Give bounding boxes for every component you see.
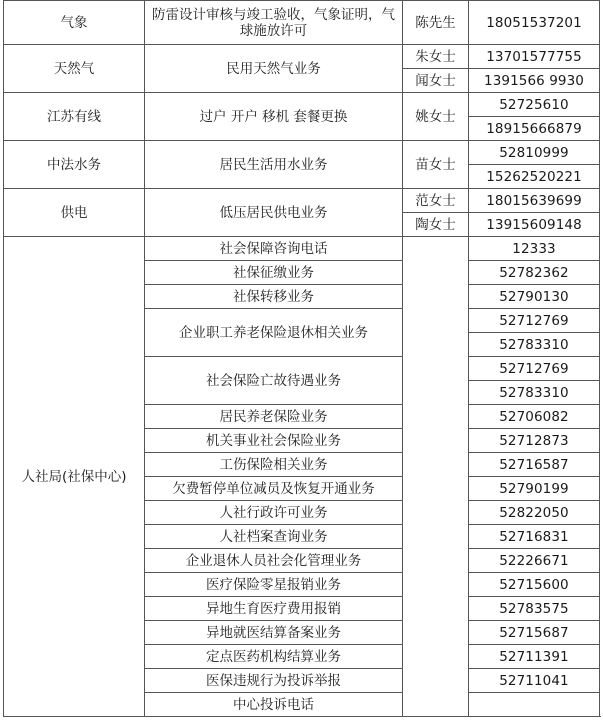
phone-cell: 52782362: [469, 261, 600, 285]
service-cell: 民用天然气业务: [145, 45, 403, 93]
phone-cell: 18915666879: [469, 117, 600, 141]
contact-table-body: [4, 1, 600, 717]
phone-cell: 18015639699: [469, 189, 600, 213]
phone-cell: 12333: [469, 237, 600, 261]
contact-person-cell: 苗女士: [403, 141, 469, 189]
department-cell: 中法水务: [4, 141, 145, 189]
service-cell: 人社行政许可业务: [145, 501, 403, 525]
phone-cell: 52783575: [469, 597, 600, 621]
phone-cell: 52711391: [469, 645, 600, 669]
service-cell: 人社档案查询业务: [145, 525, 403, 549]
phone-cell: 52716587: [469, 453, 600, 477]
department-cell: 江苏有线: [4, 93, 145, 141]
service-cell: 企业职工养老保险退休相关业务: [145, 309, 403, 357]
service-cell: 医保违规行为投诉举报: [145, 669, 403, 693]
phone-cell: 13915609148: [469, 213, 600, 237]
phone-cell: 52790130: [469, 285, 600, 309]
phone-cell: 52226671: [469, 549, 600, 573]
phone-cell: 52712873: [469, 429, 600, 453]
phone-cell: 52711041: [469, 669, 600, 693]
table-row: [4, 141, 600, 165]
service-cell: 工伤保险相关业务: [145, 453, 403, 477]
department-cell: 中心投诉电话: [145, 693, 403, 717]
service-cell: 社会保险亡故待遇业务: [145, 357, 403, 405]
phone-cell: 52822050: [469, 501, 600, 525]
phone-cell: 52810999: [469, 141, 600, 165]
table-row: [4, 45, 600, 69]
phone-cell: 52725610: [469, 93, 600, 117]
service-cell: 异地就医结算备案业务: [145, 621, 403, 645]
phone-cell: 52715600: [469, 573, 600, 597]
department-cell: 人社局(社保中心): [4, 237, 145, 717]
contact-person-cell: 姚女士: [403, 93, 469, 141]
department-cell: 气象: [4, 1, 145, 45]
contact-person-cell: 闻女士: [403, 69, 469, 93]
phone-cell: 52783310: [469, 333, 600, 357]
service-cell: 企业退休人员社会化管理业务: [145, 549, 403, 573]
phone-cell: 52712769: [469, 309, 600, 333]
service-cell: 社保转移业务: [145, 285, 403, 309]
table-row: [4, 237, 600, 261]
phone-cell: 13701577755: [469, 45, 600, 69]
service-cell: 居民养老保险业务: [145, 405, 403, 429]
contact-person-cell: 范女士: [403, 189, 469, 213]
phone-cell: 52790199: [469, 477, 600, 501]
service-cell: 过户 开户 移机 套餐更换: [145, 93, 403, 141]
phone-cell: 52712769: [469, 357, 600, 381]
service-cell: 社保征缴业务: [145, 261, 403, 285]
service-cell: 防雷设计审核与竣工验收，气象证明，气球施放许可: [145, 1, 403, 45]
phone-cell: 15262520221: [469, 165, 600, 189]
phone-cell: 52783310: [469, 381, 600, 405]
phone-cell: 1391566 9930: [469, 69, 600, 93]
contact-person-cell: [403, 237, 469, 717]
contact-person-cell: 陈先生: [403, 1, 469, 45]
service-cell: 定点医药机构结算业务: [145, 645, 403, 669]
service-cell: 异地生育医疗费用报销: [145, 597, 403, 621]
phone-cell: 18051537201: [469, 1, 600, 45]
table-row: [4, 1, 600, 45]
table-row: [4, 189, 600, 213]
service-cell: [469, 693, 600, 717]
contact-person-cell: 朱女士: [403, 45, 469, 69]
phone-cell: 52716831: [469, 525, 600, 549]
service-cell: 居民生活用水业务: [145, 141, 403, 189]
table-row: [4, 93, 600, 117]
service-cell: 机关事业社会保险业务: [145, 429, 403, 453]
contact-person-cell: 陶女士: [403, 213, 469, 237]
service-cell: 社会保障咨询电话: [145, 237, 403, 261]
phone-cell: 52706082: [469, 405, 600, 429]
department-cell: 供电: [4, 189, 145, 237]
contact-table: [3, 0, 600, 717]
department-cell: 天然气: [4, 45, 145, 93]
service-cell: 低压居民供电业务: [145, 189, 403, 237]
service-cell: 医疗保险零星报销业务: [145, 573, 403, 597]
phone-cell: 52715687: [469, 621, 600, 645]
service-cell: 欠费暂停单位减员及恢复开通业务: [145, 477, 403, 501]
